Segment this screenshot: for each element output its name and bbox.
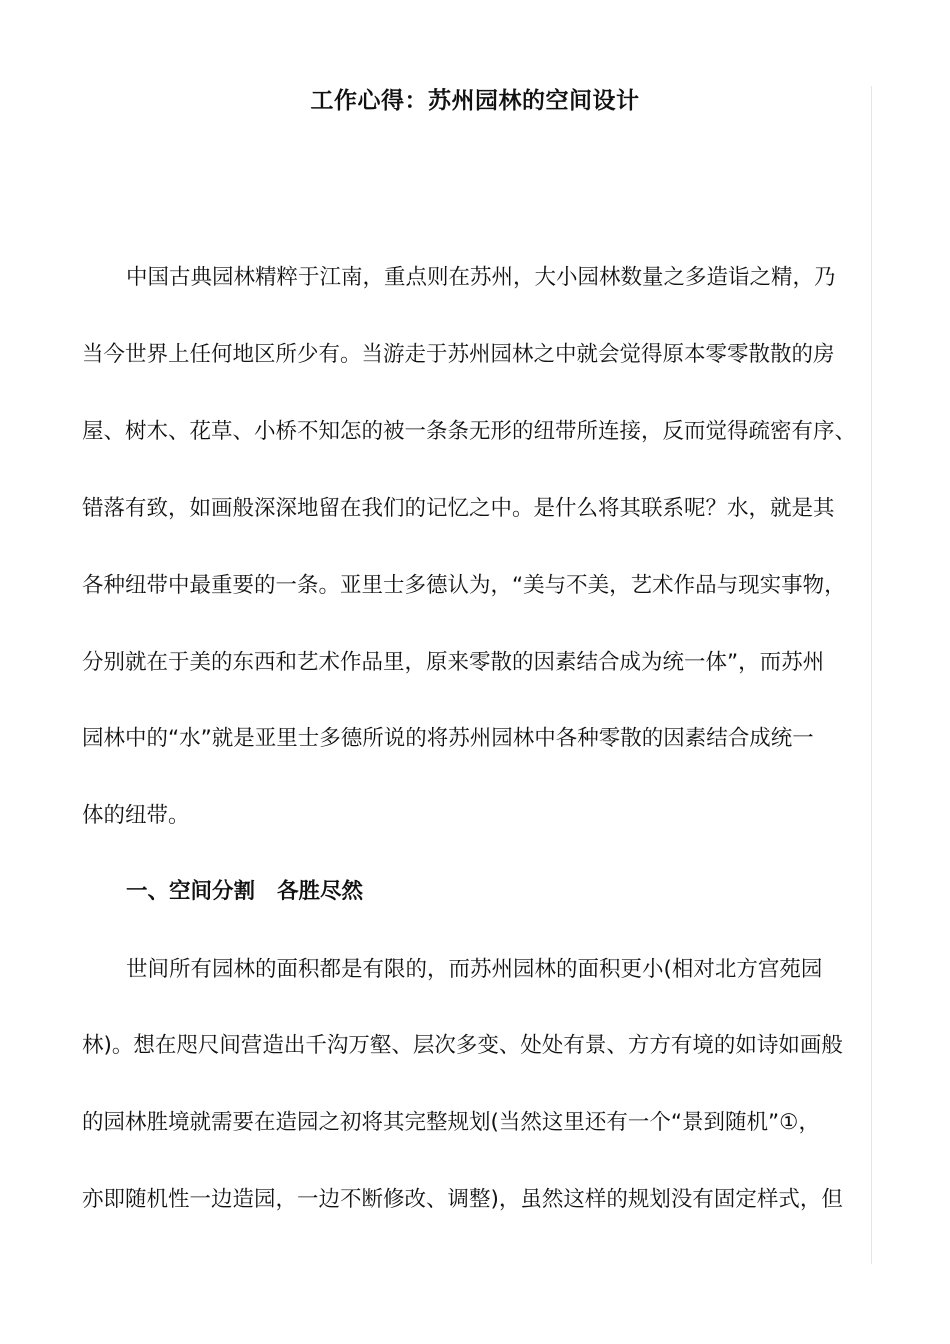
paragraph-1-line-5: 各种纽带中最重要的一条。亚里士多德认为，“美与不美，艺术作品与现实事物， (82, 573, 846, 598)
section-heading (126, 874, 874, 910)
document-title: 工作心得：苏州园林的空间设计 (310, 88, 640, 114)
paragraph-1-line-1: 中国古典园林精粹于江南，重点则在苏州，大小园林数量之多造诣之精，乃 (126, 265, 836, 290)
paragraph-1-line-6: 分别就在于美的东西和艺术作品里，原来零散的因素结合成为统一体”，而苏州 (82, 650, 825, 675)
section-heading-number-title: 一、空间分割 (126, 879, 256, 904)
paragraph-1-line-8: 体的纽带。 (82, 803, 190, 828)
paragraph-2-line-2: 林)。想在咫尺间营造出千沟万壑、层次多变、处处有景、方方有境的如诗如画般 (82, 1033, 843, 1058)
paragraph-2-line-4: 亦即随机性一边造园，一边不断修改、调整)，虽然这样的规划没有固定样式，但 (82, 1187, 843, 1212)
paragraph-1-line-4: 错落有致，如画般深深地留在我们的记忆之中。是什么将其联系呢？水，就是其 (82, 496, 835, 521)
paragraph-1-line-7: 园林中的“水”就是亚里士多德所说的将苏州园林中各种零散的因素结合成统一 (82, 726, 814, 751)
paragraph-2-line-3: 的园林胜境就需要在造园之初将其完整规划(当然这里还有一个“景到随机”①， (82, 1110, 820, 1135)
paragraph-1-line-3: 屋、树木、花草、小桥不知怎的被一条条无形的纽带所连接，反而觉得疏密有序、 (82, 419, 857, 444)
paragraph-1-line-2: 当今世界上任何地区所少有。当游走于苏州园林之中就会觉得原本零零散散的房 (82, 342, 835, 367)
section-heading-subtitle: 各胜尽然 (277, 879, 364, 904)
paragraph-2-line-1: 世间所有园林的面积都是有限的，而苏州园林的面积更小(相对北方宫苑园 (126, 957, 823, 982)
